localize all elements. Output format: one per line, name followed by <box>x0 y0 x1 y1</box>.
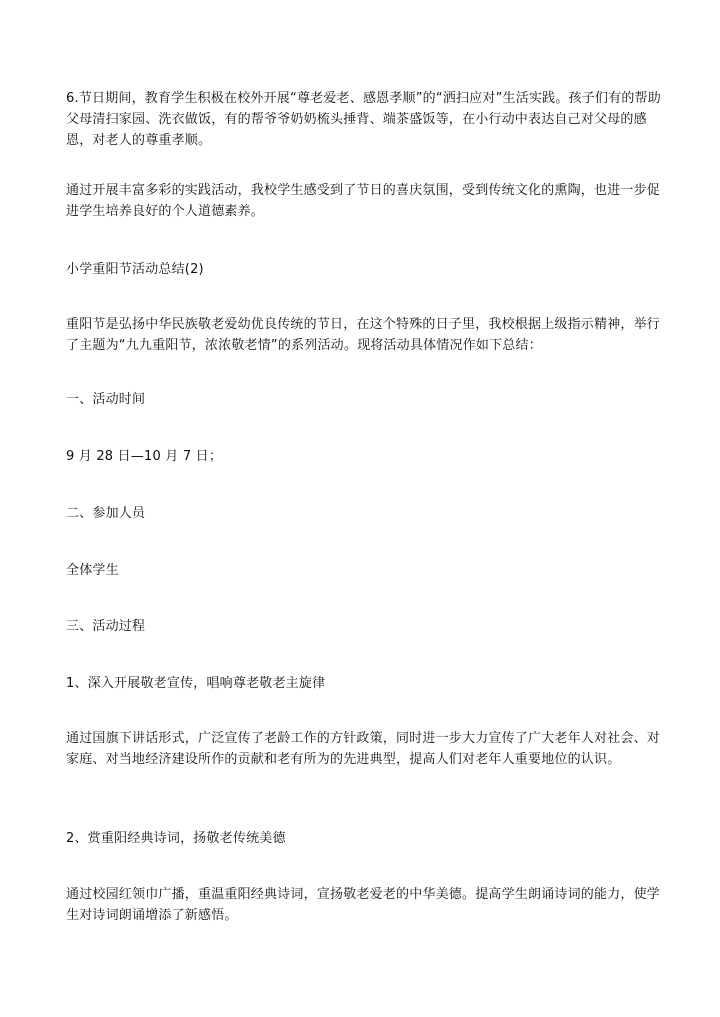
subheading-publicity: 1、深入开展敬老宣传，唱响尊老敬老主旋律 <box>66 676 326 691</box>
paragraph-activity-effect: 通过开展丰富多彩的实践活动，我校学生感受到了节日的喜庆氛围，受到传统文化的熏陶，也进一步促进学生培养良好的个人道德素养。 <box>66 183 661 219</box>
participants-value: 全体学生 <box>66 563 119 578</box>
paragraph-intro: 重阳节是弘扬中华民族敬老爱幼优良传统的节日，在这个特殊的日子里，我校根据上级指示精神，举行了主题为“九九重阳节，浓浓敬老情”的系列活动。现将活动具体情况作如下总结： <box>66 317 661 353</box>
heading-activity-time: 一、活动时间 <box>66 392 146 407</box>
subheading-poetry: 2、赏重阳经典诗词，扬敬老传统美德 <box>66 831 286 846</box>
heading-activity-process: 三、活动过程 <box>66 619 146 634</box>
activity-time-value: 9 月 28 日—10 月 7 日； <box>66 449 223 464</box>
section-title: 小学重阳节活动总结(2) <box>66 262 204 277</box>
paragraph-poetry: 通过校园红领巾广播，重温重阳经典诗词，宣扬敬老爱老的中华美德。提高学生朗诵诗词的能力，使学生对诗词朗诵增添了新感悟。 <box>66 887 661 923</box>
paragraph-publicity: 通过国旗下讲话形式，广泛宣传了老龄工作的方针政策，同时进一步大力宣传了广大老年人对社会、对家庭、对当地经济建设所作的贡献和老有所为的先进典型，提高人们对老年人重要地位的认识。 <box>66 731 661 767</box>
paragraph-festival-practice: 6.节日期间，教育学生积极在校外开展“尊老爱老、感恩孝顺”的“洒扫应对”生活实践。孩子们有的帮助父母清扫家园、洗衣做饭，有的帮爷爷奶奶梳头捶背、端茶盛饭等，在小行动中表达自己对父母的感恩，对老人的尊重孝顺。 <box>66 91 661 148</box>
heading-participants: 二、参加人员 <box>66 506 146 521</box>
